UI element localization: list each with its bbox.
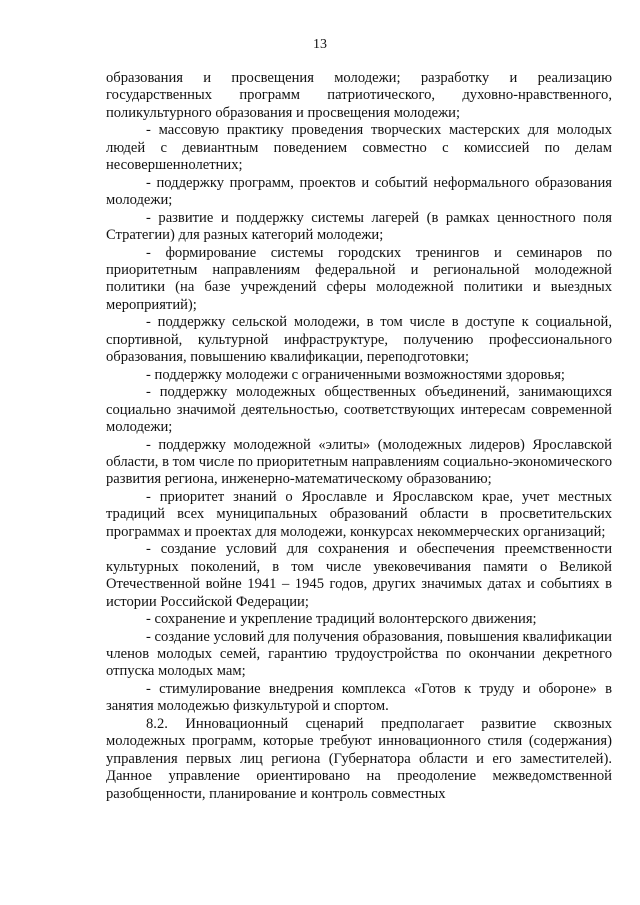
list-item: - создание условий для получения образования, повышения квалификации членов молодых семей, гарантию трудоустройства по окончании декретного отпуска молодых мам; [106,628,612,680]
list-item: - поддержку молодежной «элиты» (молодежных лидеров) Ярославской области, в том числе по приоритетным направлениям социально-экономического развития региона, инженерно-математическому образованию; [106,436,612,488]
list-item: - формирование системы городских тренингов и семинаров по приоритетным направлениям федеральной и региональной молодежной политики (на базе учреждений сферы молодежной политики и выездных мероприятий); [106,244,612,313]
list-item: - поддержку программ, проектов и событий неформального образования молодежи; [106,174,612,209]
page-number: 13 [313,37,327,52]
list-item: - развитие и поддержку системы лагерей (в рамках ценностного поля Стратегии) для разных категорий молодежи; [106,209,612,244]
body-text [106,70,612,803]
list-item: - массовую практику проведения творческих мастерских для молодых людей с девиантным поведением совместно с комиссией по делам несовершеннолетних; [106,122,612,174]
list-item: - поддержку молодежи с ограниченными возможностями здоровья; [146,366,565,383]
list-item: - поддержку молодежных общественных объединений, занимающихся социально значимой деятельностью, соответствующих интересам современной молодежи; [106,384,612,436]
paragraph-continuation: образования и просвещения молодежи; разработку и реализацию государственных программ патриотического, духовно-нравственного, поликультурного образования и просвещения молодежи; [106,70,612,121]
list-item: - сохранение и укрепление традиций волонтерского движения; [146,611,537,628]
list-item: - создание условий для сохранения и обеспечения преемственности культурных поколений, в том числе увековечивания памяти о Великой Отечественной войне 1941 – 1945 годов, других значимых датах и событиях в истории Российской Федерации; [106,541,612,610]
list-item: - стимулирование внедрения комплекса «Готов к труду и обороне» в занятия молодежью физкультурой и спортом. [106,680,612,715]
section-paragraph-8-2: 8.2. Инновационный сценарий предполагает развитие сквозных молодежных программ, которые требуют инновационного стиля (содержания) управления первых лиц региона (Губернатора области и его заместителей). Данное управление ориентировано на преодоление межведомственной разобщенности, планирование и контроль совместных [106,715,612,802]
list-item: - поддержку сельской молодежи, в том числе в доступе к социальной, спортивной, культурной инфраструктуре, получению профессионального образования, повышению квалификации, переподготовки; [106,314,612,366]
list-item: - приоритет знаний о Ярославле и Ярославском крае, учет местных традиций всех муниципальных образований области в просветительских программах и проектах для молодежи, конкурсах некоммерческих организаций; [106,488,612,540]
